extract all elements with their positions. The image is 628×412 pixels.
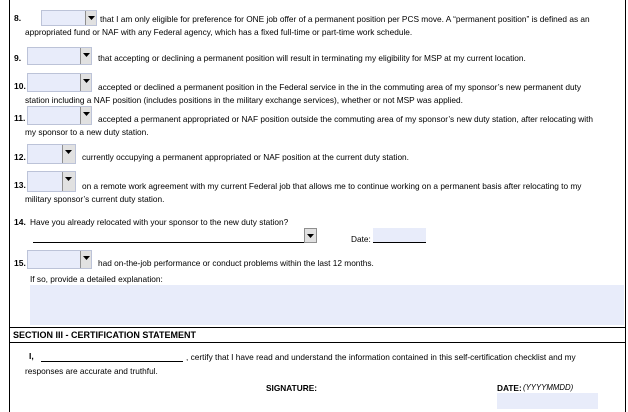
q15-explain-label: If so, provide a detailed explanation: [30,274,163,284]
q14-question: Have you already relocated with your sponsor to the new duty station? [30,217,289,227]
chevron-down-icon[interactable] [80,251,91,268]
q8-text-1: that I am only eligible for preference for ONE job offer of a permanent position per PCS move. A “permanent position” is defined as an [100,14,590,24]
chevron-down-icon[interactable] [80,74,91,91]
section-divider-bottom [9,342,626,343]
chevron-down-icon[interactable] [85,11,96,25]
q12-text-1: currently occupying a permanent appropriated or NAF position at the current duty station. [82,152,409,162]
chevron-down-icon[interactable] [80,107,91,124]
q11-number: 11. [14,113,26,123]
q10-dropdown[interactable] [27,73,92,92]
q13-number: 13. [14,180,26,190]
q8-text-2: appropriated fund or NAF with any Federal agency, which has a fixed full-time or part-time work schedule. [25,27,413,37]
q14-dropdown[interactable] [33,228,317,243]
cert-text-2: responses are accurate and truthful. [25,366,158,376]
cert-i-label: I, [29,351,34,361]
q13-dropdown[interactable] [27,171,76,192]
q12-number: 12. [14,152,26,162]
q14-date-input[interactable] [373,228,426,243]
q9-text-1: that accepting or declining a permanent position will result in terminating my eligibility for MSP at my current location. [98,53,526,63]
chevron-down-icon[interactable] [62,145,75,163]
q8-dropdown[interactable] [41,10,97,26]
q11-text-1: accepted a permanent appropriated or NAF position outside the commuting area of my sponsor’s new duty station, after relocating with [98,114,594,124]
cert-name-input[interactable] [41,361,183,362]
q15-explanation-field[interactable] [30,285,624,325]
q15-number: 15. [14,258,26,268]
cert-text-1: , certify that I have read and understand the information contained in this self-certification checklist and my [186,352,576,362]
chevron-down-icon[interactable] [304,228,317,243]
q9-number: 9. [14,53,22,63]
q14-number: 14. [14,217,26,227]
q10-text-2: station including a NAF position (includes positions in the military exchange services), whether or not MSP was applied. [25,95,463,105]
chevron-down-icon[interactable] [62,172,75,191]
q15-dropdown[interactable] [27,250,92,269]
q9-dropdown[interactable] [27,47,92,65]
q15-text-1: had on-the-job performance or conduct problems within the last 12 months. [98,258,374,268]
q10-number: 10. [14,81,26,91]
signature-label: SIGNATURE: [266,383,318,393]
date-format-hint: (YYYYMMDD) [523,383,574,392]
section3-title: SECTION III - CERTIFICATION STATEMENT [13,330,196,340]
q13-text-1: on a remote work agreement with my current Federal job that allows me to continue working on a permanent basis after relocating to my [82,181,582,191]
chevron-down-icon[interactable] [80,48,91,64]
cert-date-input[interactable] [497,393,598,409]
q11-dropdown[interactable] [27,106,92,125]
date-label: DATE: [497,383,522,393]
q11-text-2: my sponsor to a new duty station. [25,127,149,137]
q10-text-1: accepted or declined a permanent position in the Federal service in the in the commuting area of my sponsor’s new permanent duty [98,82,582,92]
section-divider-top [9,327,626,328]
q12-dropdown[interactable] [27,144,76,164]
q13-text-2: military sponsor’s current duty station. [25,194,165,204]
q14-date-label: Date: [351,234,371,244]
q8-number: 8. [14,13,22,23]
